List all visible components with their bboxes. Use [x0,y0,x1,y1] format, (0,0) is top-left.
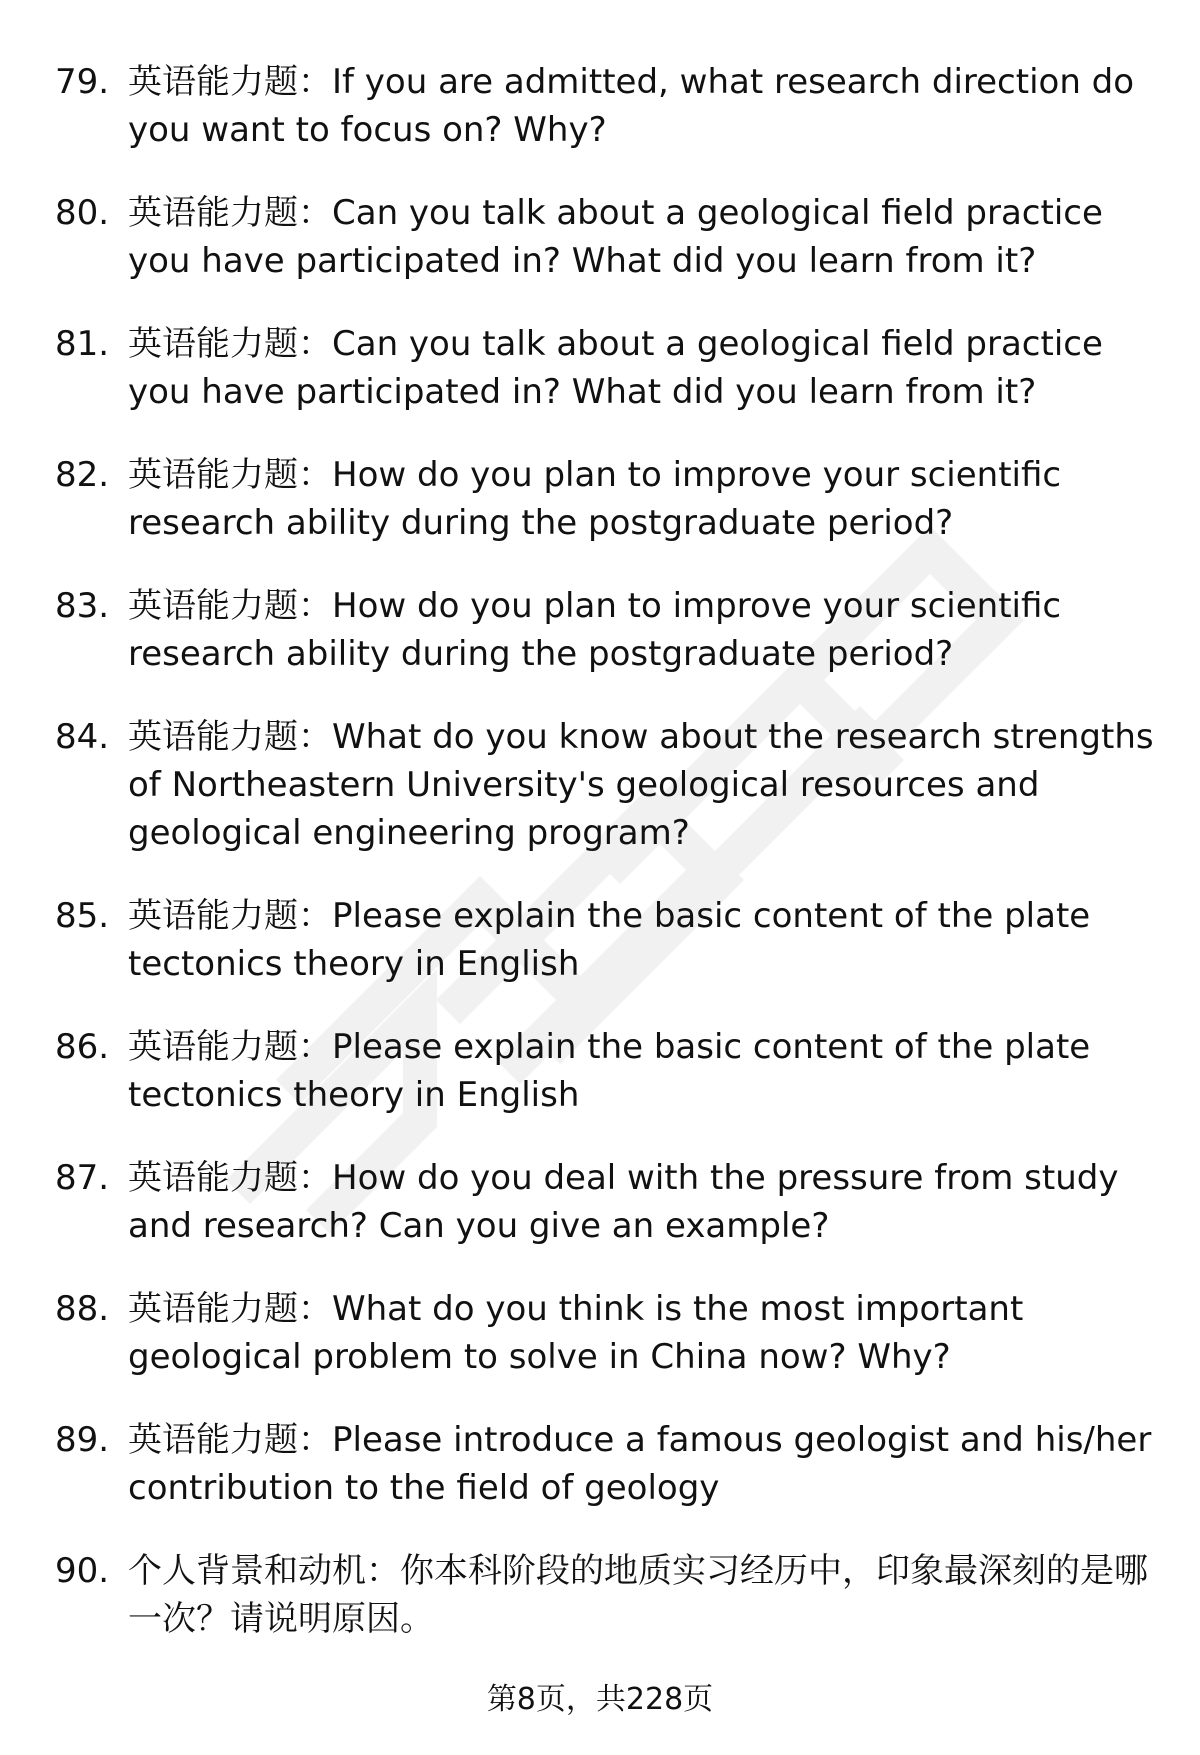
question-item [0,1285,1200,1381]
question-item [0,1416,1200,1512]
question-category: 英语能力题： [128,1027,332,1067]
question-category: 英语能力题： [128,1158,332,1198]
question-text: Please introduce a famous geologist and his/her contribution to the field of geology [128,1420,1152,1508]
question-body [128,582,1168,678]
question-number: 86. [55,1027,110,1067]
question-category: 英语能力题： [128,193,332,233]
question-item [0,582,1200,678]
question-category: 英语能力题： [128,1289,332,1329]
question-body [128,320,1168,416]
question-number: 84. [55,717,110,757]
question-category: 个人背景和动机： [128,1551,400,1591]
question-number: 90. [55,1551,110,1591]
question-text: 你本科阶段的地质实习经历中，印象最深刻的是哪一次？请说明原因。 [128,1551,1148,1639]
question-category: 英语能力题： [128,896,332,936]
question-item [0,892,1200,988]
question-body [128,892,1168,988]
question-text: Please explain the basic content of the plate tectonics theory in English [128,896,1091,984]
question-text: How do you plan to improve your scientific research ability during the postgraduate period? [128,455,1062,543]
question-text: How do you plan to improve your scientific research ability during the postgraduate period? [128,586,1062,674]
question-item [0,58,1200,154]
question-body [128,713,1168,857]
question-body [128,58,1168,154]
question-number: 89. [55,1420,110,1460]
question-item [0,320,1200,416]
question-text: Can you talk about a geological field practice you have participated in? What did you learn from it? [128,193,1103,281]
question-item [0,451,1200,547]
question-body [128,189,1168,285]
question-number: 83. [55,586,110,626]
question-category: 英语能力题： [128,324,332,364]
question-text: Please explain the basic content of the plate tectonics theory in English [128,1027,1091,1115]
page-number: 第8页，共228页 [486,1682,714,1717]
question-item [0,713,1200,857]
question-text: If you are admitted, what research direction do you want to focus on? Why? [128,62,1135,150]
question-text: How do you deal with the pressure from study and research? Can you give an example? [128,1158,1119,1246]
question-category: 英语能力题： [128,717,332,757]
question-number: 82. [55,455,110,495]
question-item [0,1154,1200,1250]
question-item [0,1547,1200,1643]
question-item [0,1023,1200,1119]
question-category: 英语能力题： [128,455,332,495]
question-number: 79. [55,62,110,102]
question-category: 英语能力题： [128,586,332,626]
question-number: 85. [55,896,110,936]
question-text: What do you know about the research strengths of Northeastern University's geological resources and geological engineering program? [128,717,1154,853]
question-number: 88. [55,1289,110,1329]
question-body [128,451,1168,547]
question-body [128,1023,1168,1119]
question-category: 英语能力题： [128,62,332,102]
question-item [0,189,1200,285]
question-number: 87. [55,1158,110,1198]
question-body [128,1154,1168,1250]
question-body [128,1285,1168,1381]
question-text: What do you think is the most important geological problem to solve in China now? Why? [128,1289,1024,1377]
question-number: 81. [55,324,110,364]
question-body [128,1547,1168,1643]
question-text: Can you talk about a geological field practice you have participated in? What did you learn from it? [128,324,1103,412]
question-number: 80. [55,193,110,233]
question-list [0,58,1200,1678]
question-category: 英语能力题： [128,1420,332,1460]
question-body [128,1416,1168,1512]
